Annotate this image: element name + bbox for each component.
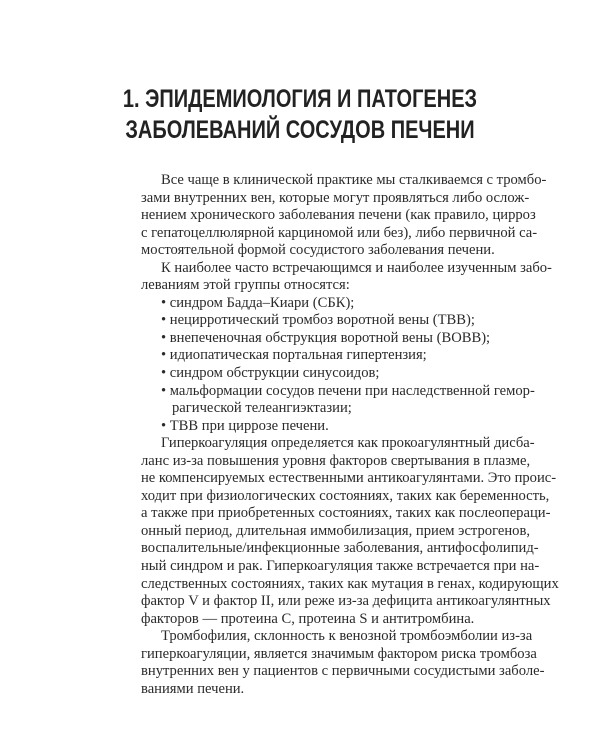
text-line: Тромбофилия, склонность к венозной тромбоэмболии из-за [161, 628, 533, 645]
chapter-title-line-2: ЗАБОЛЕВАНИЙ СОСУДОВ ПЕЧЕНИ [125, 116, 475, 144]
text-line: К наиболее часто встречающимся и наиболее изученным забо- [161, 259, 552, 276]
text-line: ваниями печени. [141, 680, 245, 697]
list-item [161, 312, 475, 330]
text-line: воспалительные/инфекционные заболевания, антифосфолипид- [141, 540, 539, 557]
paragraph-hypercoagulation [141, 435, 559, 698]
text-line: • идиопатическая портальная гипертензия; [161, 347, 427, 364]
chapter-title-line-1: 1. ЭПИДЕМИОЛОГИЯ И ПАТОГЕНЕЗ [122, 85, 478, 113]
text-line: следственных состояниях, таких как мутация в генах, кодирующих [141, 575, 559, 592]
text-line: гиперкоагуляции, является значимым фактором риска тромбоза [141, 645, 537, 662]
text-line: • ТВВ при циррозе печени. [161, 417, 329, 434]
text-line: зами внутренних вен, которые могут проявляться либо ослож- [141, 189, 530, 206]
paragraph [141, 259, 552, 295]
text-line: фактор V и фактор II, или реже из-за дефицита антикоагулянтных [141, 593, 551, 610]
paragraph [141, 628, 545, 698]
text-line: с гепатоцеллюлярной карциномой или без), либо первичной са- [141, 224, 538, 241]
paragraph-intro [141, 172, 552, 295]
text-line: ный синдром и рак. Гиперкоагуляция также встречается при на- [141, 558, 540, 575]
list-item [161, 329, 491, 348]
text-line: • нецирротический тромбоз воротной вены (ТВВ); [161, 312, 475, 329]
list-item [161, 382, 535, 418]
text-line: рагической телеангиэктазии; [172, 400, 352, 417]
text-line: леваниям этой группы относятся: [141, 277, 350, 294]
text-line: внутренних вен у пациентов с первичными сосудистыми заболе- [141, 663, 545, 680]
list-item [161, 347, 462, 365]
list-item [161, 365, 462, 383]
text-line: ходит при физиологических состояниях, таких как беременность, [141, 487, 550, 504]
text-line: ланс из-за повышения уровня факторов свертывания в плазме, [141, 452, 531, 469]
text-line: • внепеченочная обструкция воротной вены (ВОВВ); [161, 329, 491, 346]
text-line: не компенсируемых естественными антикоагулянтами. Это проис- [141, 470, 557, 487]
body-text [141, 172, 559, 698]
paragraph [141, 172, 547, 260]
text-line: Гиперкоагуляция определяется как прокоагулянтный дисба- [161, 435, 535, 452]
chapter-title [0, 84, 600, 146]
text-line: мостоятельной формой сосудистого заболевания печени. [141, 242, 495, 259]
text-line: а также при приобретенных состояниях, таких как послеопераци- [141, 505, 551, 522]
paragraph [141, 435, 559, 628]
list-item [161, 418, 462, 436]
text-line: факторов — протеина C, протеина S и антитромбина. [141, 610, 475, 627]
text-line: • мальформации сосудов печени при наследственной гемор- [161, 382, 535, 399]
list-item [161, 295, 462, 313]
text-line: Все чаще в клинической практике мы сталкиваемся с тромбо- [161, 172, 547, 188]
bullet-list [141, 294, 535, 435]
text-line: онный период, длительная иммобилизация, прием эстрогенов, [141, 522, 530, 539]
text-line: нением хронического заболевания печени (как правило, цирроз [141, 207, 536, 224]
text-line: • синдром обструкции синусоидов; [161, 365, 380, 382]
text-line: • синдром Бадда–Киари (СБК); [161, 294, 355, 311]
